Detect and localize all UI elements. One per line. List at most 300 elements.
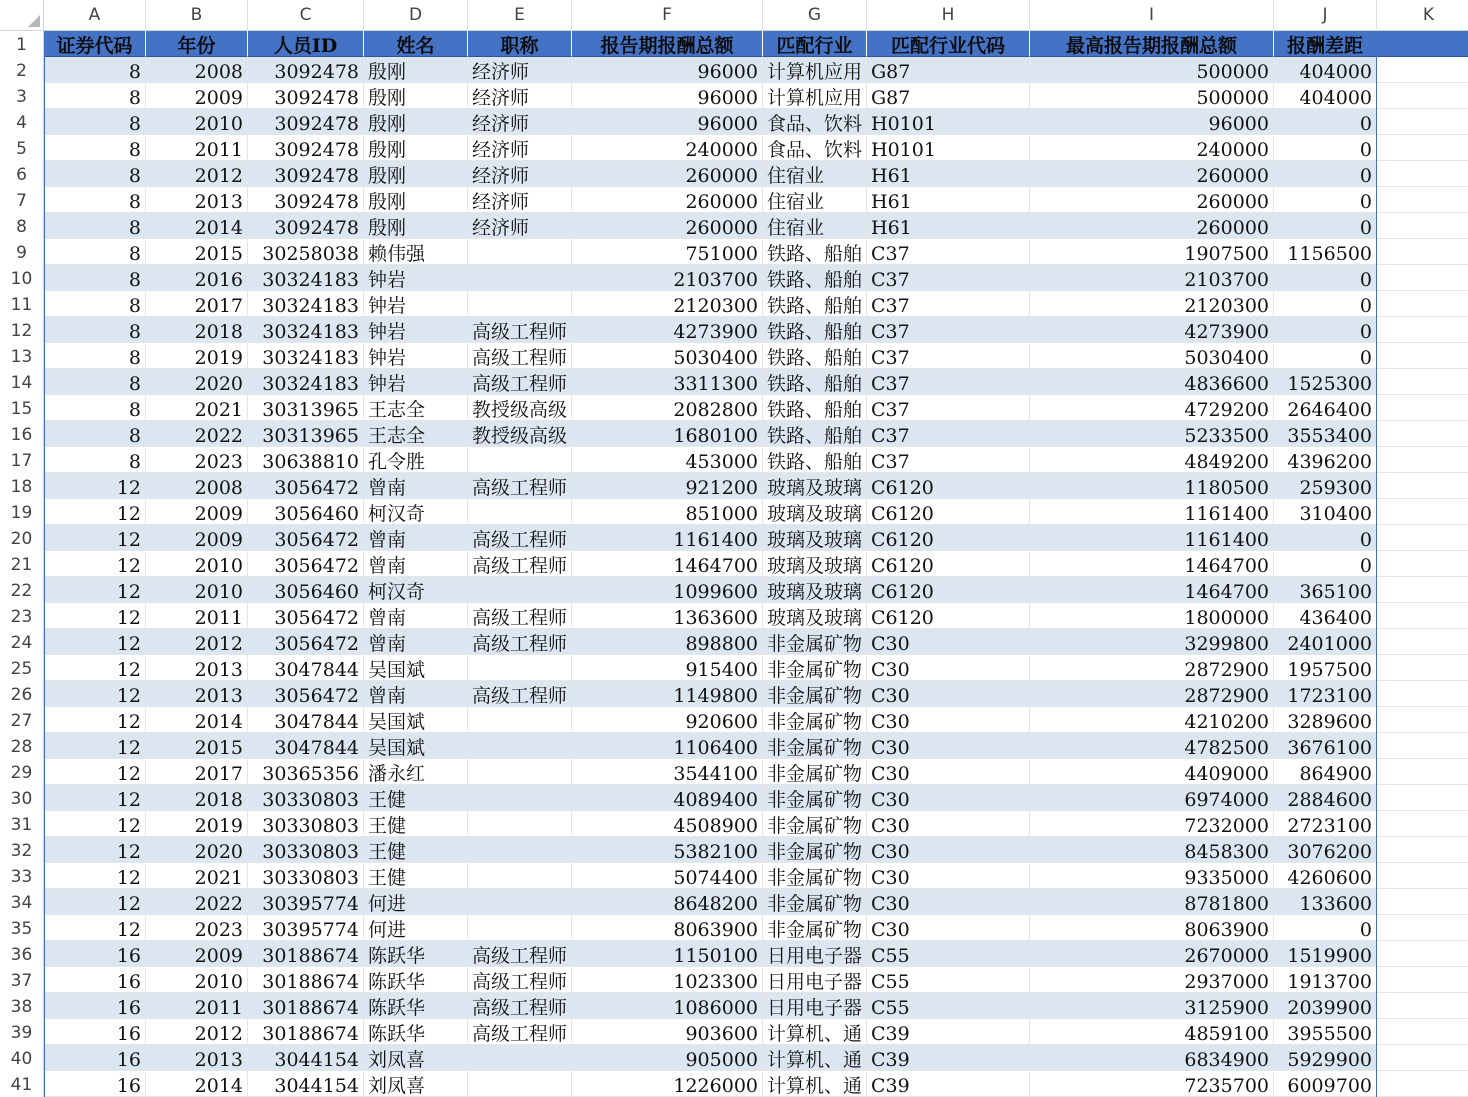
cell-k8[interactable] [1377, 213, 1468, 239]
column-header-e[interactable]: E [468, 0, 572, 31]
cell-c25[interactable]: 3047844 [248, 655, 364, 681]
cell-j24[interactable]: 2401000 [1274, 629, 1377, 655]
cell-i36[interactable]: 2670000 [1030, 941, 1274, 967]
cell-a16[interactable]: 8 [44, 421, 146, 447]
cell-b10[interactable]: 2016 [146, 265, 248, 291]
cell-j40[interactable]: 5929900 [1274, 1045, 1377, 1071]
cell-g22[interactable]: 玻璃及玻璃 [763, 577, 867, 603]
cell-a14[interactable]: 8 [44, 369, 146, 395]
cell-c5[interactable]: 3092478 [248, 135, 364, 161]
cell-e14[interactable]: 高级工程师 [468, 369, 572, 395]
cell-d13[interactable]: 钟岩 [364, 343, 468, 369]
cell-j19[interactable]: 310400 [1274, 499, 1377, 525]
header-cell-d1[interactable]: 姓名 [364, 31, 468, 57]
row-header-31[interactable]: 31 [0, 811, 44, 837]
row-header-24[interactable]: 24 [0, 629, 44, 655]
cell-j37[interactable]: 1913700 [1274, 967, 1377, 993]
cell-g6[interactable]: 住宿业 [763, 161, 867, 187]
cell-h6[interactable]: H61 [867, 161, 1030, 187]
cell-k31[interactable] [1377, 811, 1468, 837]
cell-j27[interactable]: 3289600 [1274, 707, 1377, 733]
cell-g15[interactable]: 铁路、船舶 [763, 395, 867, 421]
cell-g13[interactable]: 铁路、船舶 [763, 343, 867, 369]
cell-j13[interactable]: 0 [1274, 343, 1377, 369]
cell-a6[interactable]: 8 [44, 161, 146, 187]
cell-e28[interactable] [468, 733, 572, 759]
cell-d26[interactable]: 曾南 [364, 681, 468, 707]
cell-g21[interactable]: 玻璃及玻璃 [763, 551, 867, 577]
cell-j12[interactable]: 0 [1274, 317, 1377, 343]
cell-k13[interactable] [1377, 343, 1468, 369]
cell-j11[interactable]: 0 [1274, 291, 1377, 317]
cell-f16[interactable]: 1680100 [572, 421, 763, 447]
cell-c22[interactable]: 3056460 [248, 577, 364, 603]
cell-b20[interactable]: 2009 [146, 525, 248, 551]
cell-b30[interactable]: 2018 [146, 785, 248, 811]
header-cell-k1[interactable] [1377, 31, 1468, 57]
cell-g14[interactable]: 铁路、船舶 [763, 369, 867, 395]
header-cell-g1[interactable]: 匹配行业 [763, 31, 867, 57]
cell-d32[interactable]: 王健 [364, 837, 468, 863]
cell-k20[interactable] [1377, 525, 1468, 551]
cell-h7[interactable]: H61 [867, 187, 1030, 213]
cell-g33[interactable]: 非金属矿物 [763, 863, 867, 889]
cell-g39[interactable]: 计算机、通 [763, 1019, 867, 1045]
cell-h35[interactable]: C30 [867, 915, 1030, 941]
cell-h9[interactable]: C37 [867, 239, 1030, 265]
cell-j31[interactable]: 2723100 [1274, 811, 1377, 837]
cell-a39[interactable]: 16 [44, 1019, 146, 1045]
cell-h11[interactable]: C37 [867, 291, 1030, 317]
row-header-15[interactable]: 15 [0, 395, 44, 421]
cell-h21[interactable]: C6120 [867, 551, 1030, 577]
cell-c23[interactable]: 3056472 [248, 603, 364, 629]
cell-d18[interactable]: 曾南 [364, 473, 468, 499]
cell-d12[interactable]: 钟岩 [364, 317, 468, 343]
cell-k39[interactable] [1377, 1019, 1468, 1045]
cell-c30[interactable]: 30330803 [248, 785, 364, 811]
cell-d8[interactable]: 殷刚 [364, 213, 468, 239]
row-header-17[interactable]: 17 [0, 447, 44, 473]
cell-f27[interactable]: 920600 [572, 707, 763, 733]
cell-h32[interactable]: C30 [867, 837, 1030, 863]
cell-b19[interactable]: 2009 [146, 499, 248, 525]
cell-j20[interactable]: 0 [1274, 525, 1377, 551]
cell-c4[interactable]: 3092478 [248, 109, 364, 135]
cell-f15[interactable]: 2082800 [572, 395, 763, 421]
cell-d37[interactable]: 陈跃华 [364, 967, 468, 993]
cell-i40[interactable]: 6834900 [1030, 1045, 1274, 1071]
cell-f26[interactable]: 1149800 [572, 681, 763, 707]
header-cell-c1[interactable]: 人员ID [248, 31, 364, 57]
cell-i24[interactable]: 3299800 [1030, 629, 1274, 655]
cell-i35[interactable]: 8063900 [1030, 915, 1274, 941]
row-header-30[interactable]: 30 [0, 785, 44, 811]
cell-g29[interactable]: 非金属矿物 [763, 759, 867, 785]
cell-a40[interactable]: 16 [44, 1045, 146, 1071]
cell-d9[interactable]: 赖伟强 [364, 239, 468, 265]
cell-i30[interactable]: 6974000 [1030, 785, 1274, 811]
cell-f24[interactable]: 898800 [572, 629, 763, 655]
cell-d11[interactable]: 钟岩 [364, 291, 468, 317]
cell-a29[interactable]: 12 [44, 759, 146, 785]
cell-j23[interactable]: 436400 [1274, 603, 1377, 629]
cell-j41[interactable]: 6009700 [1274, 1071, 1377, 1097]
cell-h4[interactable]: H0101 [867, 109, 1030, 135]
column-header-f[interactable]: F [572, 0, 763, 31]
cell-a13[interactable]: 8 [44, 343, 146, 369]
row-header-18[interactable]: 18 [0, 473, 44, 499]
cell-i6[interactable]: 260000 [1030, 161, 1274, 187]
cell-i8[interactable]: 260000 [1030, 213, 1274, 239]
cell-d4[interactable]: 殷刚 [364, 109, 468, 135]
cell-i19[interactable]: 1161400 [1030, 499, 1274, 525]
header-cell-f1[interactable]: 报告期报酬总额 [572, 31, 763, 57]
row-header-19[interactable]: 19 [0, 499, 44, 525]
cell-g3[interactable]: 计算机应用 [763, 83, 867, 109]
cell-d38[interactable]: 陈跃华 [364, 993, 468, 1019]
cell-f34[interactable]: 8648200 [572, 889, 763, 915]
cell-a24[interactable]: 12 [44, 629, 146, 655]
cell-a21[interactable]: 12 [44, 551, 146, 577]
cell-k35[interactable] [1377, 915, 1468, 941]
cell-g30[interactable]: 非金属矿物 [763, 785, 867, 811]
cell-a2[interactable]: 8 [44, 57, 146, 83]
cell-a4[interactable]: 8 [44, 109, 146, 135]
cell-i37[interactable]: 2937000 [1030, 967, 1274, 993]
row-header-14[interactable]: 14 [0, 369, 44, 395]
cell-d6[interactable]: 殷刚 [364, 161, 468, 187]
cell-b11[interactable]: 2017 [146, 291, 248, 317]
cell-i27[interactable]: 4210200 [1030, 707, 1274, 733]
cell-e22[interactable] [468, 577, 572, 603]
cell-j8[interactable]: 0 [1274, 213, 1377, 239]
cell-j3[interactable]: 404000 [1274, 83, 1377, 109]
cell-k28[interactable] [1377, 733, 1468, 759]
cell-d24[interactable]: 曾南 [364, 629, 468, 655]
cell-k7[interactable] [1377, 187, 1468, 213]
cell-e15[interactable]: 教授级高级 [468, 395, 572, 421]
cell-f8[interactable]: 260000 [572, 213, 763, 239]
cell-k33[interactable] [1377, 863, 1468, 889]
row-header-27[interactable]: 27 [0, 707, 44, 733]
cell-c3[interactable]: 3092478 [248, 83, 364, 109]
header-cell-i1[interactable]: 最高报告期报酬总额 [1030, 31, 1274, 57]
cell-b22[interactable]: 2010 [146, 577, 248, 603]
cell-c39[interactable]: 30188674 [248, 1019, 364, 1045]
cell-f41[interactable]: 1226000 [572, 1071, 763, 1097]
cell-b2[interactable]: 2008 [146, 57, 248, 83]
cell-c2[interactable]: 3092478 [248, 57, 364, 83]
cell-f29[interactable]: 3544100 [572, 759, 763, 785]
cell-e40[interactable] [468, 1045, 572, 1071]
cell-e2[interactable]: 经济师 [468, 57, 572, 83]
cell-j16[interactable]: 3553400 [1274, 421, 1377, 447]
cell-i18[interactable]: 1180500 [1030, 473, 1274, 499]
column-header-b[interactable]: B [146, 0, 248, 31]
row-header-34[interactable]: 34 [0, 889, 44, 915]
cell-e39[interactable]: 高级工程师 [468, 1019, 572, 1045]
cell-c34[interactable]: 30395774 [248, 889, 364, 915]
cell-c38[interactable]: 30188674 [248, 993, 364, 1019]
cell-k15[interactable] [1377, 395, 1468, 421]
cell-k30[interactable] [1377, 785, 1468, 811]
cell-h14[interactable]: C37 [867, 369, 1030, 395]
cell-k29[interactable] [1377, 759, 1468, 785]
cell-d33[interactable]: 王健 [364, 863, 468, 889]
cell-j33[interactable]: 4260600 [1274, 863, 1377, 889]
cell-k18[interactable] [1377, 473, 1468, 499]
cell-b32[interactable]: 2020 [146, 837, 248, 863]
cell-e18[interactable]: 高级工程师 [468, 473, 572, 499]
cell-b9[interactable]: 2015 [146, 239, 248, 265]
cell-j29[interactable]: 864900 [1274, 759, 1377, 785]
cell-f7[interactable]: 260000 [572, 187, 763, 213]
cell-b31[interactable]: 2019 [146, 811, 248, 837]
cell-h41[interactable]: C39 [867, 1071, 1030, 1097]
cell-j25[interactable]: 1957500 [1274, 655, 1377, 681]
cell-d7[interactable]: 殷刚 [364, 187, 468, 213]
cell-a17[interactable]: 8 [44, 447, 146, 473]
cell-i34[interactable]: 8781800 [1030, 889, 1274, 915]
cell-k22[interactable] [1377, 577, 1468, 603]
cell-f31[interactable]: 4508900 [572, 811, 763, 837]
cell-d23[interactable]: 曾南 [364, 603, 468, 629]
cell-i20[interactable]: 1161400 [1030, 525, 1274, 551]
cell-a33[interactable]: 12 [44, 863, 146, 889]
cell-e21[interactable]: 高级工程师 [468, 551, 572, 577]
cell-f6[interactable]: 260000 [572, 161, 763, 187]
cell-c21[interactable]: 3056472 [248, 551, 364, 577]
cell-h37[interactable]: C55 [867, 967, 1030, 993]
cell-f21[interactable]: 1464700 [572, 551, 763, 577]
row-header-11[interactable]: 11 [0, 291, 44, 317]
column-header-j[interactable]: J [1274, 0, 1377, 31]
cell-f22[interactable]: 1099600 [572, 577, 763, 603]
cell-g7[interactable]: 住宿业 [763, 187, 867, 213]
cell-a12[interactable]: 8 [44, 317, 146, 343]
cell-d40[interactable]: 刘凤喜 [364, 1045, 468, 1071]
cell-i7[interactable]: 260000 [1030, 187, 1274, 213]
cell-a37[interactable]: 16 [44, 967, 146, 993]
row-header-10[interactable]: 10 [0, 265, 44, 291]
cell-a9[interactable]: 8 [44, 239, 146, 265]
cell-j39[interactable]: 3955500 [1274, 1019, 1377, 1045]
cell-e19[interactable] [468, 499, 572, 525]
cell-g11[interactable]: 铁路、船舶 [763, 291, 867, 317]
cell-a15[interactable]: 8 [44, 395, 146, 421]
header-cell-b1[interactable]: 年份 [146, 31, 248, 57]
row-header-39[interactable]: 39 [0, 1019, 44, 1045]
cell-f2[interactable]: 96000 [572, 57, 763, 83]
cell-i13[interactable]: 5030400 [1030, 343, 1274, 369]
cell-h24[interactable]: C30 [867, 629, 1030, 655]
cell-c35[interactable]: 30395774 [248, 915, 364, 941]
cell-c29[interactable]: 30365356 [248, 759, 364, 785]
cell-a22[interactable]: 12 [44, 577, 146, 603]
cell-g16[interactable]: 铁路、船舶 [763, 421, 867, 447]
cell-a27[interactable]: 12 [44, 707, 146, 733]
cell-i9[interactable]: 1907500 [1030, 239, 1274, 265]
cell-i10[interactable]: 2103700 [1030, 265, 1274, 291]
cell-b28[interactable]: 2015 [146, 733, 248, 759]
cell-h26[interactable]: C30 [867, 681, 1030, 707]
row-header-35[interactable]: 35 [0, 915, 44, 941]
cell-d22[interactable]: 柯汉奇 [364, 577, 468, 603]
cell-j32[interactable]: 3076200 [1274, 837, 1377, 863]
cell-c33[interactable]: 30330803 [248, 863, 364, 889]
cell-c13[interactable]: 30324183 [248, 343, 364, 369]
cell-g8[interactable]: 住宿业 [763, 213, 867, 239]
cell-f23[interactable]: 1363600 [572, 603, 763, 629]
cell-k12[interactable] [1377, 317, 1468, 343]
cell-d14[interactable]: 钟岩 [364, 369, 468, 395]
cell-e31[interactable] [468, 811, 572, 837]
cell-b38[interactable]: 2011 [146, 993, 248, 1019]
cell-k27[interactable] [1377, 707, 1468, 733]
cell-b37[interactable]: 2010 [146, 967, 248, 993]
cell-e9[interactable] [468, 239, 572, 265]
cell-h39[interactable]: C39 [867, 1019, 1030, 1045]
cell-d41[interactable]: 刘凤喜 [364, 1071, 468, 1097]
cell-j21[interactable]: 0 [1274, 551, 1377, 577]
row-header-12[interactable]: 12 [0, 317, 44, 343]
cell-k9[interactable] [1377, 239, 1468, 265]
cell-d3[interactable]: 殷刚 [364, 83, 468, 109]
cell-g38[interactable]: 日用电子器 [763, 993, 867, 1019]
cell-b17[interactable]: 2023 [146, 447, 248, 473]
row-header-38[interactable]: 38 [0, 993, 44, 1019]
cell-k38[interactable] [1377, 993, 1468, 1019]
cell-e23[interactable]: 高级工程师 [468, 603, 572, 629]
cell-b7[interactable]: 2013 [146, 187, 248, 213]
cell-g27[interactable]: 非金属矿物 [763, 707, 867, 733]
cell-i15[interactable]: 4729200 [1030, 395, 1274, 421]
cell-e27[interactable] [468, 707, 572, 733]
cell-h29[interactable]: C30 [867, 759, 1030, 785]
cell-c41[interactable]: 3044154 [248, 1071, 364, 1097]
cell-b35[interactable]: 2023 [146, 915, 248, 941]
cell-d39[interactable]: 陈跃华 [364, 1019, 468, 1045]
cell-g10[interactable]: 铁路、船舶 [763, 265, 867, 291]
cell-k17[interactable] [1377, 447, 1468, 473]
cell-f30[interactable]: 4089400 [572, 785, 763, 811]
cell-h17[interactable]: C37 [867, 447, 1030, 473]
cell-h18[interactable]: C6120 [867, 473, 1030, 499]
cell-i11[interactable]: 2120300 [1030, 291, 1274, 317]
cell-c31[interactable]: 30330803 [248, 811, 364, 837]
cell-a41[interactable]: 16 [44, 1071, 146, 1097]
cell-i22[interactable]: 1464700 [1030, 577, 1274, 603]
cell-b41[interactable]: 2014 [146, 1071, 248, 1097]
cell-j28[interactable]: 3676100 [1274, 733, 1377, 759]
cell-f9[interactable]: 751000 [572, 239, 763, 265]
cell-a18[interactable]: 12 [44, 473, 146, 499]
cell-e35[interactable] [468, 915, 572, 941]
cell-h12[interactable]: C37 [867, 317, 1030, 343]
cell-a26[interactable]: 12 [44, 681, 146, 707]
cell-c19[interactable]: 3056460 [248, 499, 364, 525]
cell-c36[interactable]: 30188674 [248, 941, 364, 967]
cell-d5[interactable]: 殷刚 [364, 135, 468, 161]
cell-b26[interactable]: 2013 [146, 681, 248, 707]
row-header-1[interactable]: 1 [0, 31, 44, 57]
cell-f19[interactable]: 851000 [572, 499, 763, 525]
cell-c24[interactable]: 3056472 [248, 629, 364, 655]
cell-d28[interactable]: 吴国斌 [364, 733, 468, 759]
cell-e17[interactable] [468, 447, 572, 473]
cell-d2[interactable]: 殷刚 [364, 57, 468, 83]
row-header-29[interactable]: 29 [0, 759, 44, 785]
cell-c7[interactable]: 3092478 [248, 187, 364, 213]
cell-h10[interactable]: C37 [867, 265, 1030, 291]
row-header-8[interactable]: 8 [0, 213, 44, 239]
cell-h33[interactable]: C30 [867, 863, 1030, 889]
cell-c28[interactable]: 3047844 [248, 733, 364, 759]
cell-a34[interactable]: 12 [44, 889, 146, 915]
cell-f35[interactable]: 8063900 [572, 915, 763, 941]
column-header-a[interactable]: A [44, 0, 146, 31]
cell-e16[interactable]: 教授级高级 [468, 421, 572, 447]
cell-e3[interactable]: 经济师 [468, 83, 572, 109]
cell-h16[interactable]: C37 [867, 421, 1030, 447]
cell-d27[interactable]: 吴国斌 [364, 707, 468, 733]
row-header-2[interactable]: 2 [0, 57, 44, 83]
cell-g9[interactable]: 铁路、船舶 [763, 239, 867, 265]
cell-f5[interactable]: 240000 [572, 135, 763, 161]
cell-e4[interactable]: 经济师 [468, 109, 572, 135]
cell-a20[interactable]: 12 [44, 525, 146, 551]
row-header-28[interactable]: 28 [0, 733, 44, 759]
cell-j14[interactable]: 1525300 [1274, 369, 1377, 395]
cell-g2[interactable]: 计算机应用 [763, 57, 867, 83]
cell-g36[interactable]: 日用电子器 [763, 941, 867, 967]
row-header-33[interactable]: 33 [0, 863, 44, 889]
cell-e34[interactable] [468, 889, 572, 915]
cell-a19[interactable]: 12 [44, 499, 146, 525]
cell-k41[interactable] [1377, 1071, 1468, 1097]
cell-a3[interactable]: 8 [44, 83, 146, 109]
cell-d20[interactable]: 曾南 [364, 525, 468, 551]
cell-c15[interactable]: 30313965 [248, 395, 364, 421]
cell-a30[interactable]: 12 [44, 785, 146, 811]
cell-i32[interactable]: 8458300 [1030, 837, 1274, 863]
cell-b14[interactable]: 2020 [146, 369, 248, 395]
cell-i41[interactable]: 7235700 [1030, 1071, 1274, 1097]
cell-f4[interactable]: 96000 [572, 109, 763, 135]
cell-k21[interactable] [1377, 551, 1468, 577]
cell-h31[interactable]: C30 [867, 811, 1030, 837]
cell-d19[interactable]: 柯汉奇 [364, 499, 468, 525]
cell-c12[interactable]: 30324183 [248, 317, 364, 343]
cell-h34[interactable]: C30 [867, 889, 1030, 915]
cell-e7[interactable]: 经济师 [468, 187, 572, 213]
cell-j4[interactable]: 0 [1274, 109, 1377, 135]
cell-e12[interactable]: 高级工程师 [468, 317, 572, 343]
cell-i21[interactable]: 1464700 [1030, 551, 1274, 577]
cell-g35[interactable]: 非金属矿物 [763, 915, 867, 941]
cell-b18[interactable]: 2008 [146, 473, 248, 499]
row-header-7[interactable]: 7 [0, 187, 44, 213]
row-header-4[interactable]: 4 [0, 109, 44, 135]
cell-b5[interactable]: 2011 [146, 135, 248, 161]
cell-i5[interactable]: 240000 [1030, 135, 1274, 161]
cell-h40[interactable]: C39 [867, 1045, 1030, 1071]
row-header-23[interactable]: 23 [0, 603, 44, 629]
cell-b23[interactable]: 2011 [146, 603, 248, 629]
cell-k36[interactable] [1377, 941, 1468, 967]
cell-g34[interactable]: 非金属矿物 [763, 889, 867, 915]
